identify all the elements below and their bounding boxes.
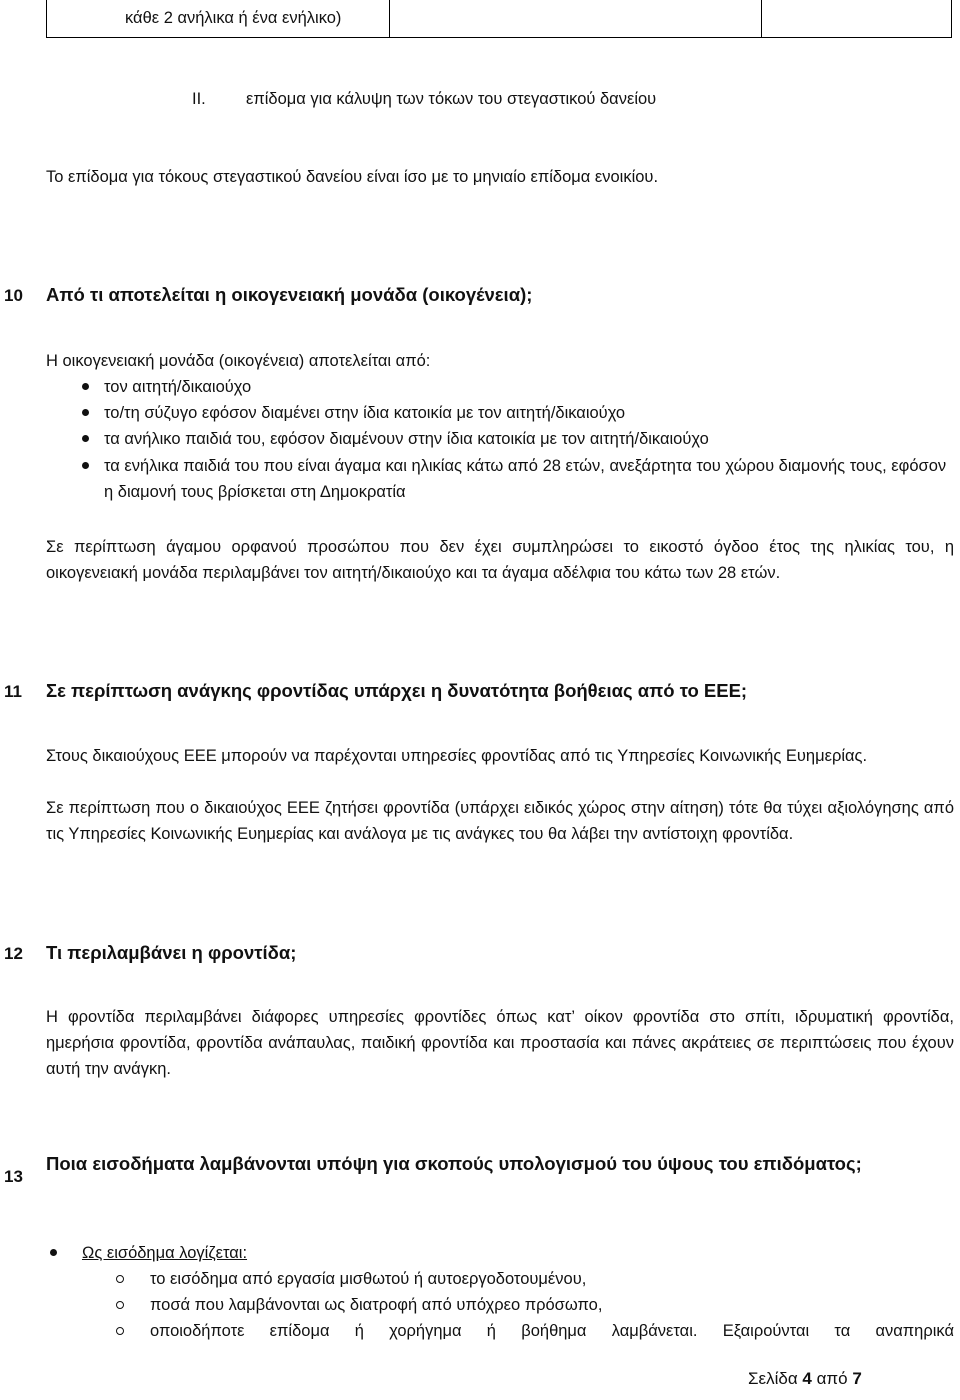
bullet-icon [82,435,89,442]
list-item: τον αιτητή/δικαιούχο [104,378,252,396]
total-pages: 7 [852,1369,862,1388]
sub-list-item: το εισόδημα από εργασία μισθωτού ή αυτοεργοδοτουμένου, [150,1270,587,1288]
section-title: επίδομα για κάλυψη των τόκων του στεγαστικού δανείου [246,90,657,108]
sub-list-item: ποσά που λαμβάνονται ως διατροφή από υπόχρεο πρόσωπο, [150,1296,603,1314]
question-title: Ποια εισοδήματα λαμβάνονται υπόψη για σκοπούς υπολογισμού του ύψους του επιδόματος; [46,1153,862,1174]
page-number [748,1366,862,1392]
bullet-icon [50,1249,57,1256]
question-number: 10 [4,286,23,305]
circle-bullet-icon [116,1275,124,1283]
list-item: Ως εισόδημα λογίζεται: [82,1244,248,1262]
table-cell [389,0,762,37]
bullet-icon [82,383,89,390]
sub-list-item: οποιοδήποτε επίδομα ή χορήγημα ή βοήθημα λαμβάνεται. Εξαιρούνται τα αναπηρικά [150,1322,954,1340]
question-title: Σε περίπτωση ανάγκης φροντίδας υπάρχει η δυνατότητα βοήθειας από το ΕΕΕ; [46,680,748,701]
question-number: 12 [4,944,23,963]
bullet-icon [82,409,89,416]
list-item: τα ανήλικο παιδιά του, εφόσον διαμένουν στην ίδια κατοικία με τον αιτητή/δικαιούχο [104,430,709,448]
bullet-icon [82,462,89,469]
paragraph: Η φροντίδα περιλαμβάνει διάφορες υπηρεσίες φροντίδες όπως κατ’ οίκον φροντίδα στο σπίτι, ιδρυματική φροντίδα, ημερήσια φροντίδα, φροντίδα ανάπαυλας, παιδική φροντίδα και προστασία και πάνες ακράτειες σε περιπτώσεις που έχουν αυτή την ανάγκη. [46,1008,954,1078]
page-separator: από [816,1369,848,1388]
table-cell-text: κάθε 2 ανήλικα ή ένα ενήλικο) [125,9,342,27]
section-text: Το επίδομα για τόκους στεγαστικού δανείου είναι ίσο με το μηνιαίο επίδομα ενοικίου. [46,168,659,186]
table-cell [761,0,947,37]
question-number: 11 [4,682,22,701]
paragraph: Σε περίπτωση άγαμου ορφανού προσώπου που δεν έχει συμπληρώσει το εικοστό όγδοο έτος της ηλικίας του, η οικογενειακή μονάδα περιλαμβάνει τον αιτητή/δικαιούχο και τα άγαμα αδέλφια του κάτω των 28 ετών. [46,538,954,582]
section-numeral: II. [192,90,206,108]
page-label: Σελίδα [748,1369,798,1388]
current-page: 4 [802,1369,812,1388]
question-title: Τι περιλαμβάνει η φροντίδα; [46,942,297,963]
circle-bullet-icon [116,1301,124,1309]
paragraph: Η οικογενειακή μονάδα (οικογένεια) αποτελείται από: [46,352,431,370]
circle-bullet-icon [116,1327,124,1335]
paragraph: Σε περίπτωση που ο δικαιούχος ΕΕΕ ζητήσει φροντίδα (υπάρχει ειδικός χώρος στην αίτηση) τότε θα τύχει αξιολόγησης από τις Υπηρεσίες Κοινωνικής Ευημερίας και ανάλογα με τις ανάγκες του θα λάβει την αντίστοιχη φροντίδα. [46,799,954,843]
paragraph: Στους δικαιούχους ΕΕΕ μπορούν να παρέχονται υπηρεσίες φροντίδας από τις Υπηρεσίες Κοινωνικής Ευημερίας. [46,747,868,765]
question-number: 13 [4,1167,23,1186]
question-title: Από τι αποτελείται η οικογενειακή μονάδα (οικογένεια); [46,284,533,305]
list-item: το/τη σύζυγο εφόσον διαμένει στην ίδια κατοικία με τον αιτητή/δικαιούχο [104,404,626,422]
list-item: τα ενήλικα παιδιά του που είναι άγαμα και ηλικίας κάτω από 28 ετών, ανεξάρτητα του χώρου διαμονής τους, εφόσον η διαμονή τους βρίσκεται στη Δημοκρατία [104,457,947,501]
